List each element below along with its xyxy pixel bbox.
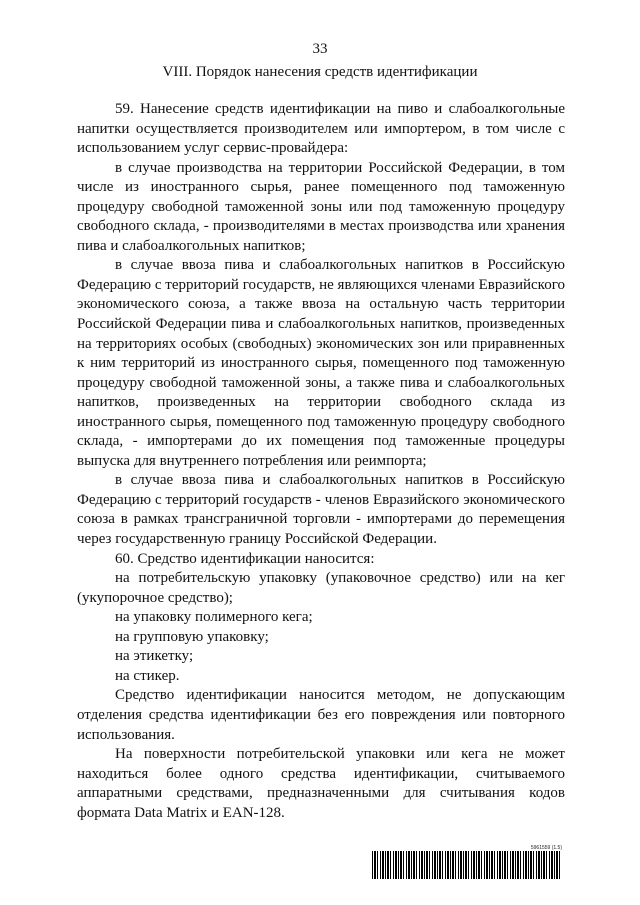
- section-title: VIII. Порядок нанесения средств идентификации: [162, 64, 478, 80]
- paragraph-method: Средство идентификации наносится методом, не допускающим отделения средства идентификации без его повреждения или повторного использования.: [77, 687, 565, 743]
- paragraph-production-rf: в случае производства на территории Российской Федерации, в том числе из иностранного сырья, ранее помещенного под таможенную процедуру свободной таможенной зоны или под таможенную процедуру свободного склада, - производителями в местах производства или хранения пива и слабоалкогольных напитков;: [77, 159, 565, 254]
- paragraph-label: на этикетку;: [115, 648, 194, 665]
- paragraph-import-non-eaeu: в случае ввоза пива и слабоалкогольных напитков в Российскую Федерацию с территорий государств, не являющихся членами Евразийского экономического союза, а также ввоза на остальную часть территории Российской Федерации пива и слабоалкогольных напитков, произведенных на территориях особых (свободных) экономических зон или приравненных к ним территорий из иностранного сырья, помещенного под таможенную процедуру свободной таможенной зоны, а также пива и слабоалкогольных напитков, произведенных на территории свободного склада из иностранного сырья, помещенного под таможенную процедуру свободного склада, - импортерами до их помещения под таможенные процедуры выпуска для внутреннего потребления или реимпорта;: [77, 257, 565, 469]
- paragraph-import-eaeu: в случае ввоза пива и слабоалкогольных напитков в Российскую Федерацию с территорий государств - членов Евразийского экономического союза в рамках трансграничной торговли - импортерами до перемещения через государственную границу Российской Федерации.: [77, 472, 565, 548]
- page-number: 33: [312, 41, 328, 57]
- paragraph-polymer-keg: на упаковку полимерного кега;: [115, 609, 313, 626]
- body-text: [77, 100, 565, 823]
- barcode-image: [372, 851, 562, 879]
- paragraph-single-code: На поверхности потребительской упаковки или кега не может находиться более одного средства идентификации, считываемого аппаратными средствами, предназначенными для считывания кодов формата Data Matrix и EAN-128.: [77, 746, 565, 821]
- paragraph-59: 59. Нанесение средств идентификации на пиво и слабоалкогольные напитки осуществляется производителем или импортером, в том числе с использованием услуг сервис-провайдера:: [77, 101, 565, 157]
- paragraph-60: 60. Средство идентификации наносится:: [115, 550, 375, 567]
- paragraph-group-package: на групповую упаковку;: [115, 628, 269, 645]
- paragraph-sticker: на стикер.: [115, 667, 180, 684]
- paragraph-consumer-package: на потребительскую упаковку (упаковочное средство) или на кег (укупорочное средство);: [77, 570, 565, 606]
- document-code: 5961559 (1.5): [530, 845, 562, 851]
